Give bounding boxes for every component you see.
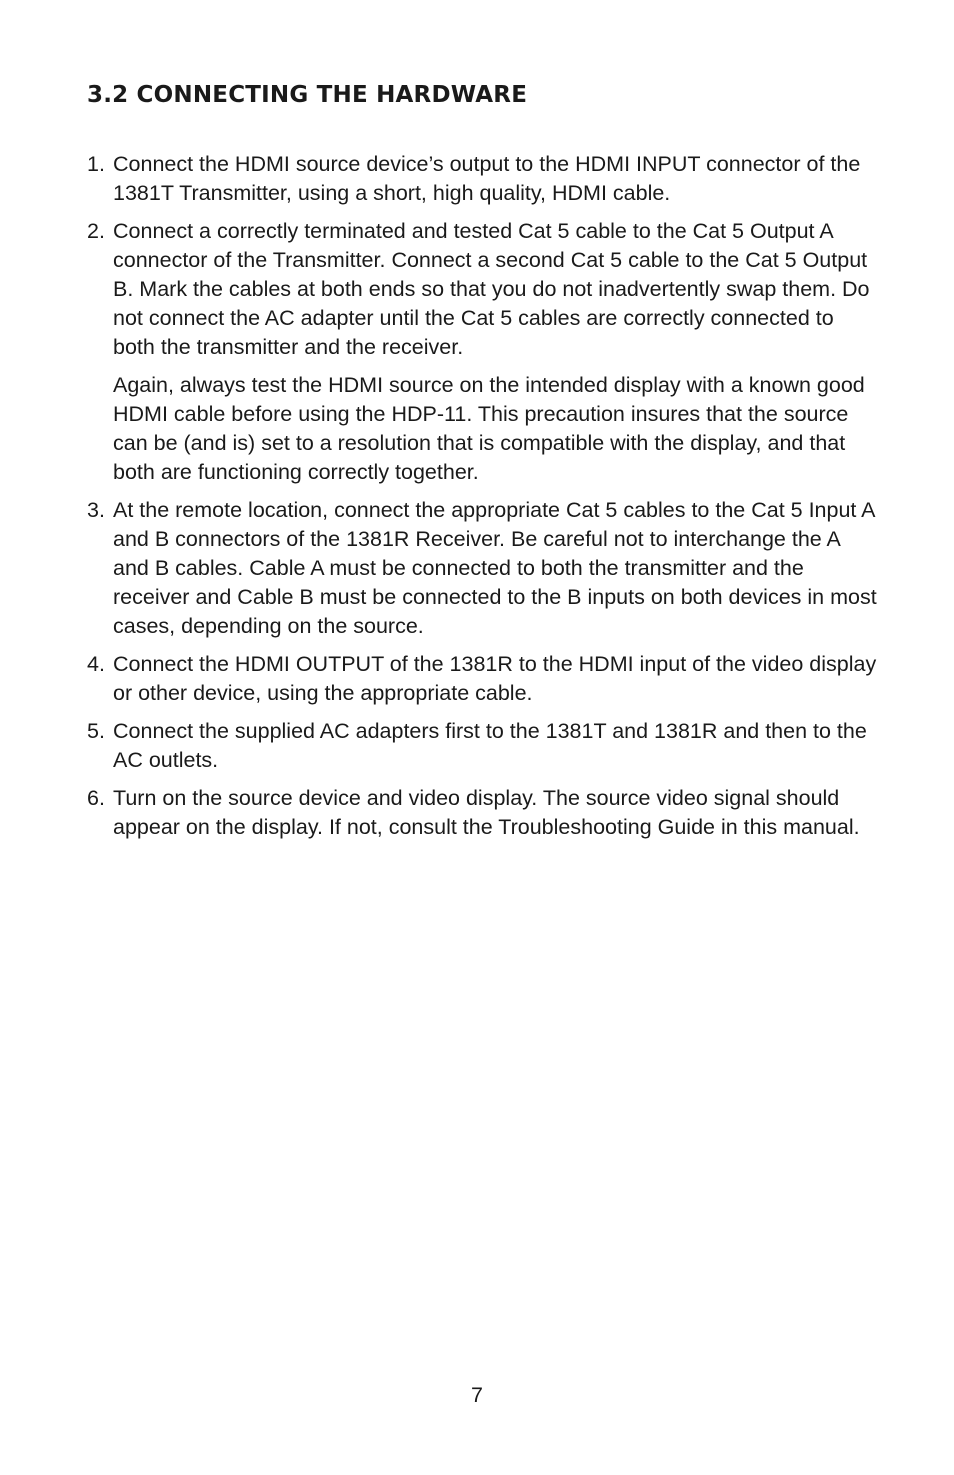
step-text: Connect the HDMI OUTPUT of the 1381R to the HDMI input of the video display or other device, using the appropriate cable. — [113, 652, 877, 705]
step-number: 3. — [87, 498, 105, 522]
step-text: Connect the supplied AC adapters first to the 1381T and 1381R and then to the AC outlets. — [113, 719, 867, 772]
step-3 — [87, 496, 877, 641]
step-number: 1. — [87, 152, 105, 176]
step-text: Turn on the source device and video display. The source video signal should appear on the display. If not, consult the Troubleshooting Guide in this manual. — [113, 786, 860, 839]
step-1 — [87, 150, 877, 208]
page-number: 7 — [471, 1383, 483, 1407]
step-2 — [87, 217, 877, 487]
step-text: Connect the HDMI source device’s output to the HDMI INPUT connector of the 1381T Transmitter, using a short, high quality, HDMI cable. — [113, 152, 861, 205]
step-number: 5. — [87, 719, 105, 743]
step-6 — [87, 784, 877, 842]
section-title: 3.2 CONNECTING THE HARDWARE — [87, 82, 528, 108]
step-5 — [87, 717, 877, 775]
step-note: Again, always test the HDMI source on the intended display with a known good HDMI cable before using the HDP-11. This precaution insures that the source can be (and is) set to a resolution that is compatible with the display, and that both are functioning correctly together. — [113, 373, 865, 484]
step-number: 4. — [87, 652, 105, 676]
step-text: Connect a correctly terminated and tested Cat 5 cable to the Cat 5 Output A connector of the Transmitter. Connect a second Cat 5 cable to the Cat 5 Output B. Mark the cables at both ends so that you do not inadvertently swap them. Do not connect the AC adapter until the Cat 5 cables are correctly connected to both the transmitter and the receiver. — [113, 219, 870, 359]
step-number: 6. — [87, 786, 105, 810]
step-text: At the remote location, connect the appropriate Cat 5 cables to the Cat 5 Input A and B connectors of the 1381R Receiver. Be careful not to interchange the A and B cables. Cable A must be connected to both the transmitter and the receiver and Cable B must be connected to the B inputs on both devices in most cases, depending on the source. — [113, 498, 877, 638]
step-4 — [87, 650, 877, 708]
step-number: 2. — [87, 219, 105, 243]
steps-list — [87, 150, 877, 851]
